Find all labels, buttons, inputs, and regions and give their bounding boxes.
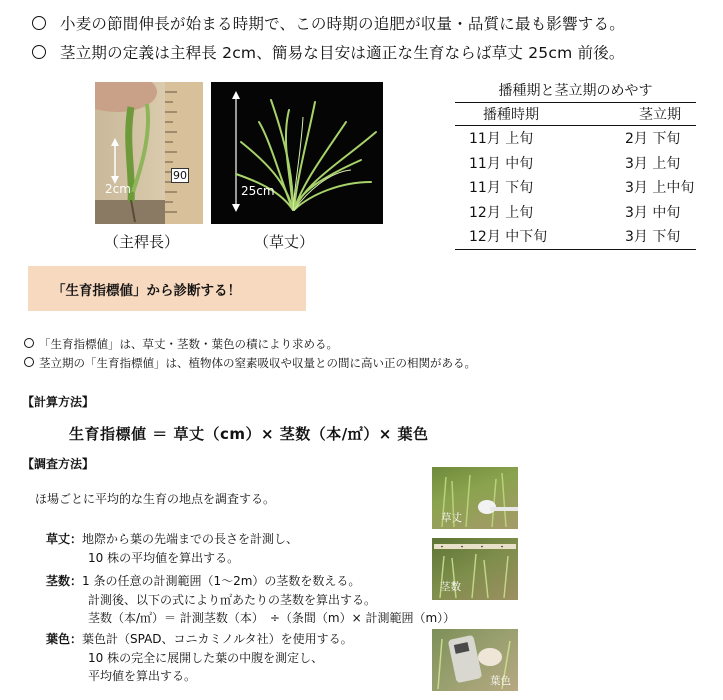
wheat-plant-illustration (211, 82, 383, 224)
circle-bullet-icon (32, 45, 46, 59)
table-row: 11月 下旬 3月 上中旬 (469, 180, 695, 197)
survey-plant-height: 草丈：地際から葉の先端までの長さを計測し、 10 株の平均値を算出する。 (46, 532, 299, 565)
circle-bullet-icon (32, 16, 46, 30)
column-header-sowing: 播種時期 (483, 107, 539, 123)
survey-photo-stem-count (432, 538, 518, 600)
plant-height-photo (211, 82, 383, 224)
main-stem-illustration (95, 82, 203, 224)
survey-photo-label-height: 草丈 (441, 512, 462, 524)
table-row: 11月 中旬 3月 上旬 (469, 155, 681, 172)
caption-main-stem: （主稈長） (104, 233, 180, 251)
plant-height-marker: 25cm (241, 184, 275, 198)
ruler-label: 90 (173, 169, 187, 182)
column-header-jointing: 茎立期 (639, 107, 681, 123)
survey-photo-label-color: 葉色 (490, 675, 511, 687)
stem-count-formula: 茎数（本/㎡）＝ 計測茎数（本） ÷（条間（m）× 計測範囲（m）） (88, 611, 456, 625)
note-2: 茎立期の「生育指標値」は、植物体の窒素吸収や収量との間に高い正の相関がある。 (24, 355, 476, 371)
survey-intro: ほ場ごとに平均的な生育の地点を調査する。 (35, 492, 276, 506)
calc-formula: 生育指標値 ＝ 草丈（cm）× 茎数（本/㎡）× 葉色 (69, 425, 429, 443)
plant-height-label: 草丈： (46, 532, 83, 546)
table-title: 播種期と茎立期のめやす (455, 80, 696, 103)
main-stem-marker: 2cm (105, 182, 131, 196)
circle-bullet-icon (24, 338, 34, 348)
main-stem-photo (95, 82, 203, 224)
sowing-jointing-table (455, 80, 696, 250)
survey-heading: 【調査方法】 (22, 457, 95, 471)
leaf-color-label: 葉色： (46, 632, 83, 646)
calc-heading: 【計算方法】 (22, 395, 95, 409)
stem-count-label: 茎数： (46, 574, 83, 588)
survey-photo-label-stems: 茎数 (440, 581, 461, 593)
survey-leaf-color: 葉色：葉色計（SPAD、コニカミノルタ社）を使用する。 10 株の完全に展開した葉の中腹を測定し、 平均値を算出する。 (46, 632, 353, 683)
caption-plant-height: （草丈） (254, 233, 315, 251)
diagnosis-banner (28, 266, 306, 311)
circle-bullet-icon (24, 357, 34, 367)
header-bullet-1: 小麦の節間伸長が始まる時期で、この時期の追肥が収量・品質に最も影響する。 (32, 12, 625, 34)
table-row: 11月 上旬 2月 下旬 (469, 131, 681, 148)
survey-photo-plant-height (432, 467, 518, 529)
survey-photo-leaf-color (432, 629, 518, 691)
banner-text: 「生育指標値」から診断する！ (52, 283, 241, 299)
table-row: 12月 中下旬 3月 下旬 (455, 224, 696, 249)
survey-stem-count: 茎数：1 条の任意の計測範囲（1～2m）の茎数を数える。 計測後、以下の式により㎡あたりの茎数を算出する。 茎数（本/㎡）＝ 計測茎数（本） ÷（条間（m）× 計測範囲（m）） (46, 572, 455, 628)
header-bullet-2: 茎立期の定義は主稈長 2cm、簡易な目安は適正な生育ならば草丈 25cm 前後。 (32, 41, 625, 63)
note-1: 「生育指標値」は、草丈・茎数・葉色の積により求める。 (24, 336, 338, 352)
table-row: 12月 上旬 3月 中旬 (469, 204, 681, 221)
